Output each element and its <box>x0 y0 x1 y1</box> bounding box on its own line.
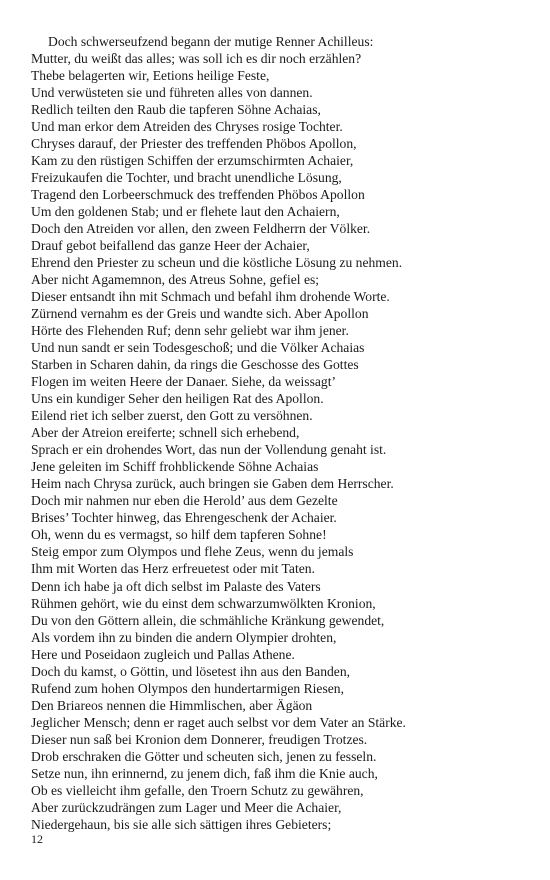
verse-line: Rühmen gehört, wie du einst dem schwarzumwölkten Kronion, <box>31 595 376 611</box>
verse-line: Jene geleiten im Schiff frohblickende Söhne Achaias <box>31 459 319 475</box>
verse-line: Steig empor zum Olympos und flehe Zeus, wenn du jemals <box>31 544 354 560</box>
verse-line: Niedergehaun, bis sie alle sich sättigen ihres Gebieters; <box>31 816 332 832</box>
verse-line: Eilend riet ich selber zuerst, den Gott zu versöhnen. <box>31 408 313 424</box>
verse-line: Ihm mit Worten das Herz erfreuetest oder mit Taten. <box>31 561 315 577</box>
verse-line: Heim nach Chrysa zurück, auch bringen sie Gaben dem Herrscher. <box>31 476 394 492</box>
verse-line: Du von den Göttern allein, die schmähliche Kränkung gewendet, <box>31 612 385 628</box>
verse-line: Aber zurückzudrängen zum Lager und Meer die Achaier, <box>31 799 342 815</box>
verse-line: Doch mir nahmen nur eben die Herold’ aus dem Gezelte <box>31 493 338 509</box>
verse-line: Hörte des Flehenden Ruf; denn sehr geliebt war ihm jener. <box>31 323 349 339</box>
poem-text <box>31 33 536 833</box>
page-number: 12 <box>31 832 43 846</box>
verse-line: Doch du kamst, o Göttin, und lösetest ihn aus den Banden, <box>31 663 351 679</box>
verse-line: Drob erschraken die Götter und scheuten sich, jenen zu fesseln. <box>31 748 377 764</box>
verse-line: Den Briareos nennen die Himmlischen, aber Ägäon <box>31 697 313 713</box>
verse-line: Tragend den Lorbeerschmuck des treffenden Phöbos Apollon <box>31 187 365 203</box>
verse-line: Drauf gebot beifallend das ganze Heer der Achaier, <box>31 238 310 254</box>
verse-line: Thebe belagerten wir, Eetions heilige Feste, <box>31 68 270 84</box>
verse-line: Redlich teilten den Raub die tapferen Söhne Achaias, <box>31 102 321 118</box>
verse-line: Here und Poseidaon zugleich und Pallas Athene. <box>31 646 295 662</box>
verse-line: Aber nicht Agamemnon, des Atreus Sohne, gefiel es; <box>31 272 320 288</box>
verse-line: Rufend zum hohen Olympos den hundertarmigen Riesen, <box>31 680 344 696</box>
verse-line: Jeglicher Mensch; denn er raget auch selbst vor dem Vater an Stärke. <box>31 714 406 730</box>
verse-line: Um den goldenen Stab; und er flehete laut den Achaiern, <box>31 204 340 220</box>
verse-line: Denn ich habe ja oft dich selbst im Palaste des Vaters <box>31 578 321 594</box>
verse-line: Doch den Atreiden vor allen, den zween Feldherrn der Völker. <box>31 221 371 237</box>
verse-line: Uns ein kundiger Seher den heiligen Rat des Apollon. <box>31 391 324 407</box>
verse-line: Freizukaufen die Tochter, und bracht unendliche Lösung, <box>31 170 342 186</box>
verse-line: Zürnend vernahm es der Greis und wandte sich. Aber Apollon <box>31 306 369 322</box>
verse-line: Chryses darauf, der Priester des treffenden Phöbos Apollon, <box>31 136 357 152</box>
verse-line: Dieser nun saß bei Kronion dem Donnerer, freudigen Trotzes. <box>31 731 368 747</box>
verse-line: Dieser entsandt ihn mit Schmach und befahl ihm drohende Worte. <box>31 289 390 305</box>
verse-line: Ob es vielleicht ihm gefalle, den Troern Schutz zu gewähren, <box>31 782 364 798</box>
verse-line: Doch schwerseufzend begann der mutige Renner Achilleus: <box>48 34 374 49</box>
verse-line: Oh, wenn du es vermagst, so hilf dem tapferen Sohne! <box>31 527 327 543</box>
verse-line: Kam zu den rüstigen Schiffen der erzumschirmten Achaier, <box>31 153 354 169</box>
verse-line: Als vordem ihn zu binden die andern Olympier drohten, <box>31 629 337 645</box>
verse-line: Ehrend den Priester zu scheun und die köstliche Lösung zu nehmen. <box>31 255 403 271</box>
verse-line: Und verwüsteten sie und führeten alles von dannen. <box>31 85 313 101</box>
verse-line: Aber der Atreion ereiferte; schnell sich erhebend, <box>31 425 300 441</box>
verse-line: Und man erkor dem Atreiden des Chryses rosige Tochter. <box>31 119 343 135</box>
verse-line: Und nun sandt er sein Todesgeschoß; und die Völker Achaias <box>31 340 365 356</box>
verse-line: Starben in Scharen dahin, da rings die Geschosse des Gottes <box>31 357 359 373</box>
verse-line: Sprach er ein drohendes Wort, das nun der Vollendung genaht ist. <box>31 442 387 458</box>
verse-line: Flogen im weiten Heere der Danaer. Siehe, da weissagt’ <box>31 374 336 390</box>
verse-line: Setze nun, ihn erinnernd, zu jenem dich, faß ihm die Knie auch, <box>31 765 378 781</box>
verse-line: Mutter, du weißt das alles; was soll ich es dir noch erzählen? <box>31 51 362 67</box>
verse-line: Brises’ Tochter hinweg, das Ehrengeschenk der Achaier. <box>31 510 337 526</box>
